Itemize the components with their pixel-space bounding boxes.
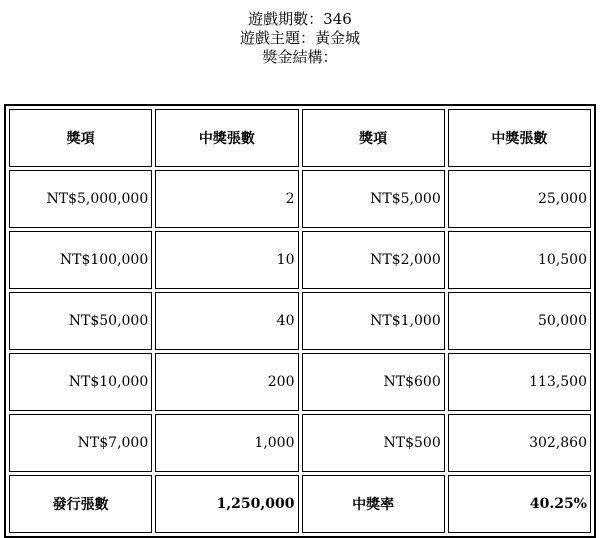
winner-count-cell: 10,500 (448, 231, 591, 289)
table-row (9, 170, 591, 228)
total-tickets-label: 發行張數 (9, 475, 152, 533)
game-theme: 遊戲主題：黃金城 (239, 29, 360, 47)
prize-amount-cell: NT$600 (302, 353, 445, 411)
total-tickets-value: 1,250,000 (155, 475, 298, 533)
winner-count-cell: 10 (155, 231, 298, 289)
column-header-prize: 獎項 (302, 109, 445, 167)
winner-count-cell: 200 (155, 353, 298, 411)
winner-count-cell: 25,000 (448, 170, 591, 228)
table-row (9, 414, 591, 472)
table-row (9, 292, 591, 350)
winner-count-cell: 2 (155, 170, 298, 228)
win-rate-label: 中獎率 (302, 475, 445, 533)
winner-count-cell: 1,000 (155, 414, 298, 472)
prize-amount-cell: NT$1,000 (302, 292, 445, 350)
prize-amount-cell: NT$5,000,000 (9, 170, 152, 228)
prize-amount-cell: NT$10,000 (9, 353, 152, 411)
winner-count-cell: 40 (155, 292, 298, 350)
column-header-prize: 獎項 (9, 109, 152, 167)
prize-amount-cell: NT$100,000 (9, 231, 152, 289)
table-row (9, 353, 591, 411)
winner-count-cell: 113,500 (448, 353, 591, 411)
prize-structure-label: 獎金結構： (262, 48, 338, 66)
table-header-row (9, 109, 591, 167)
table-row (9, 231, 591, 289)
column-header-winners: 中獎張數 (448, 109, 591, 167)
winner-count-cell: 50,000 (448, 292, 591, 350)
prize-amount-cell: NT$500 (302, 414, 445, 472)
table-footer-row (9, 475, 591, 533)
win-rate-value: 40.25% (448, 475, 591, 533)
prize-amount-cell: NT$50,000 (9, 292, 152, 350)
winner-count-cell: 302,860 (448, 414, 591, 472)
prize-table (4, 104, 596, 538)
game-period: 遊戲期數：346 (248, 10, 352, 28)
game-info-header (0, 10, 600, 67)
prize-amount-cell: NT$5,000 (302, 170, 445, 228)
prize-amount-cell: NT$7,000 (9, 414, 152, 472)
column-header-winners: 中獎張數 (155, 109, 298, 167)
prize-amount-cell: NT$2,000 (302, 231, 445, 289)
